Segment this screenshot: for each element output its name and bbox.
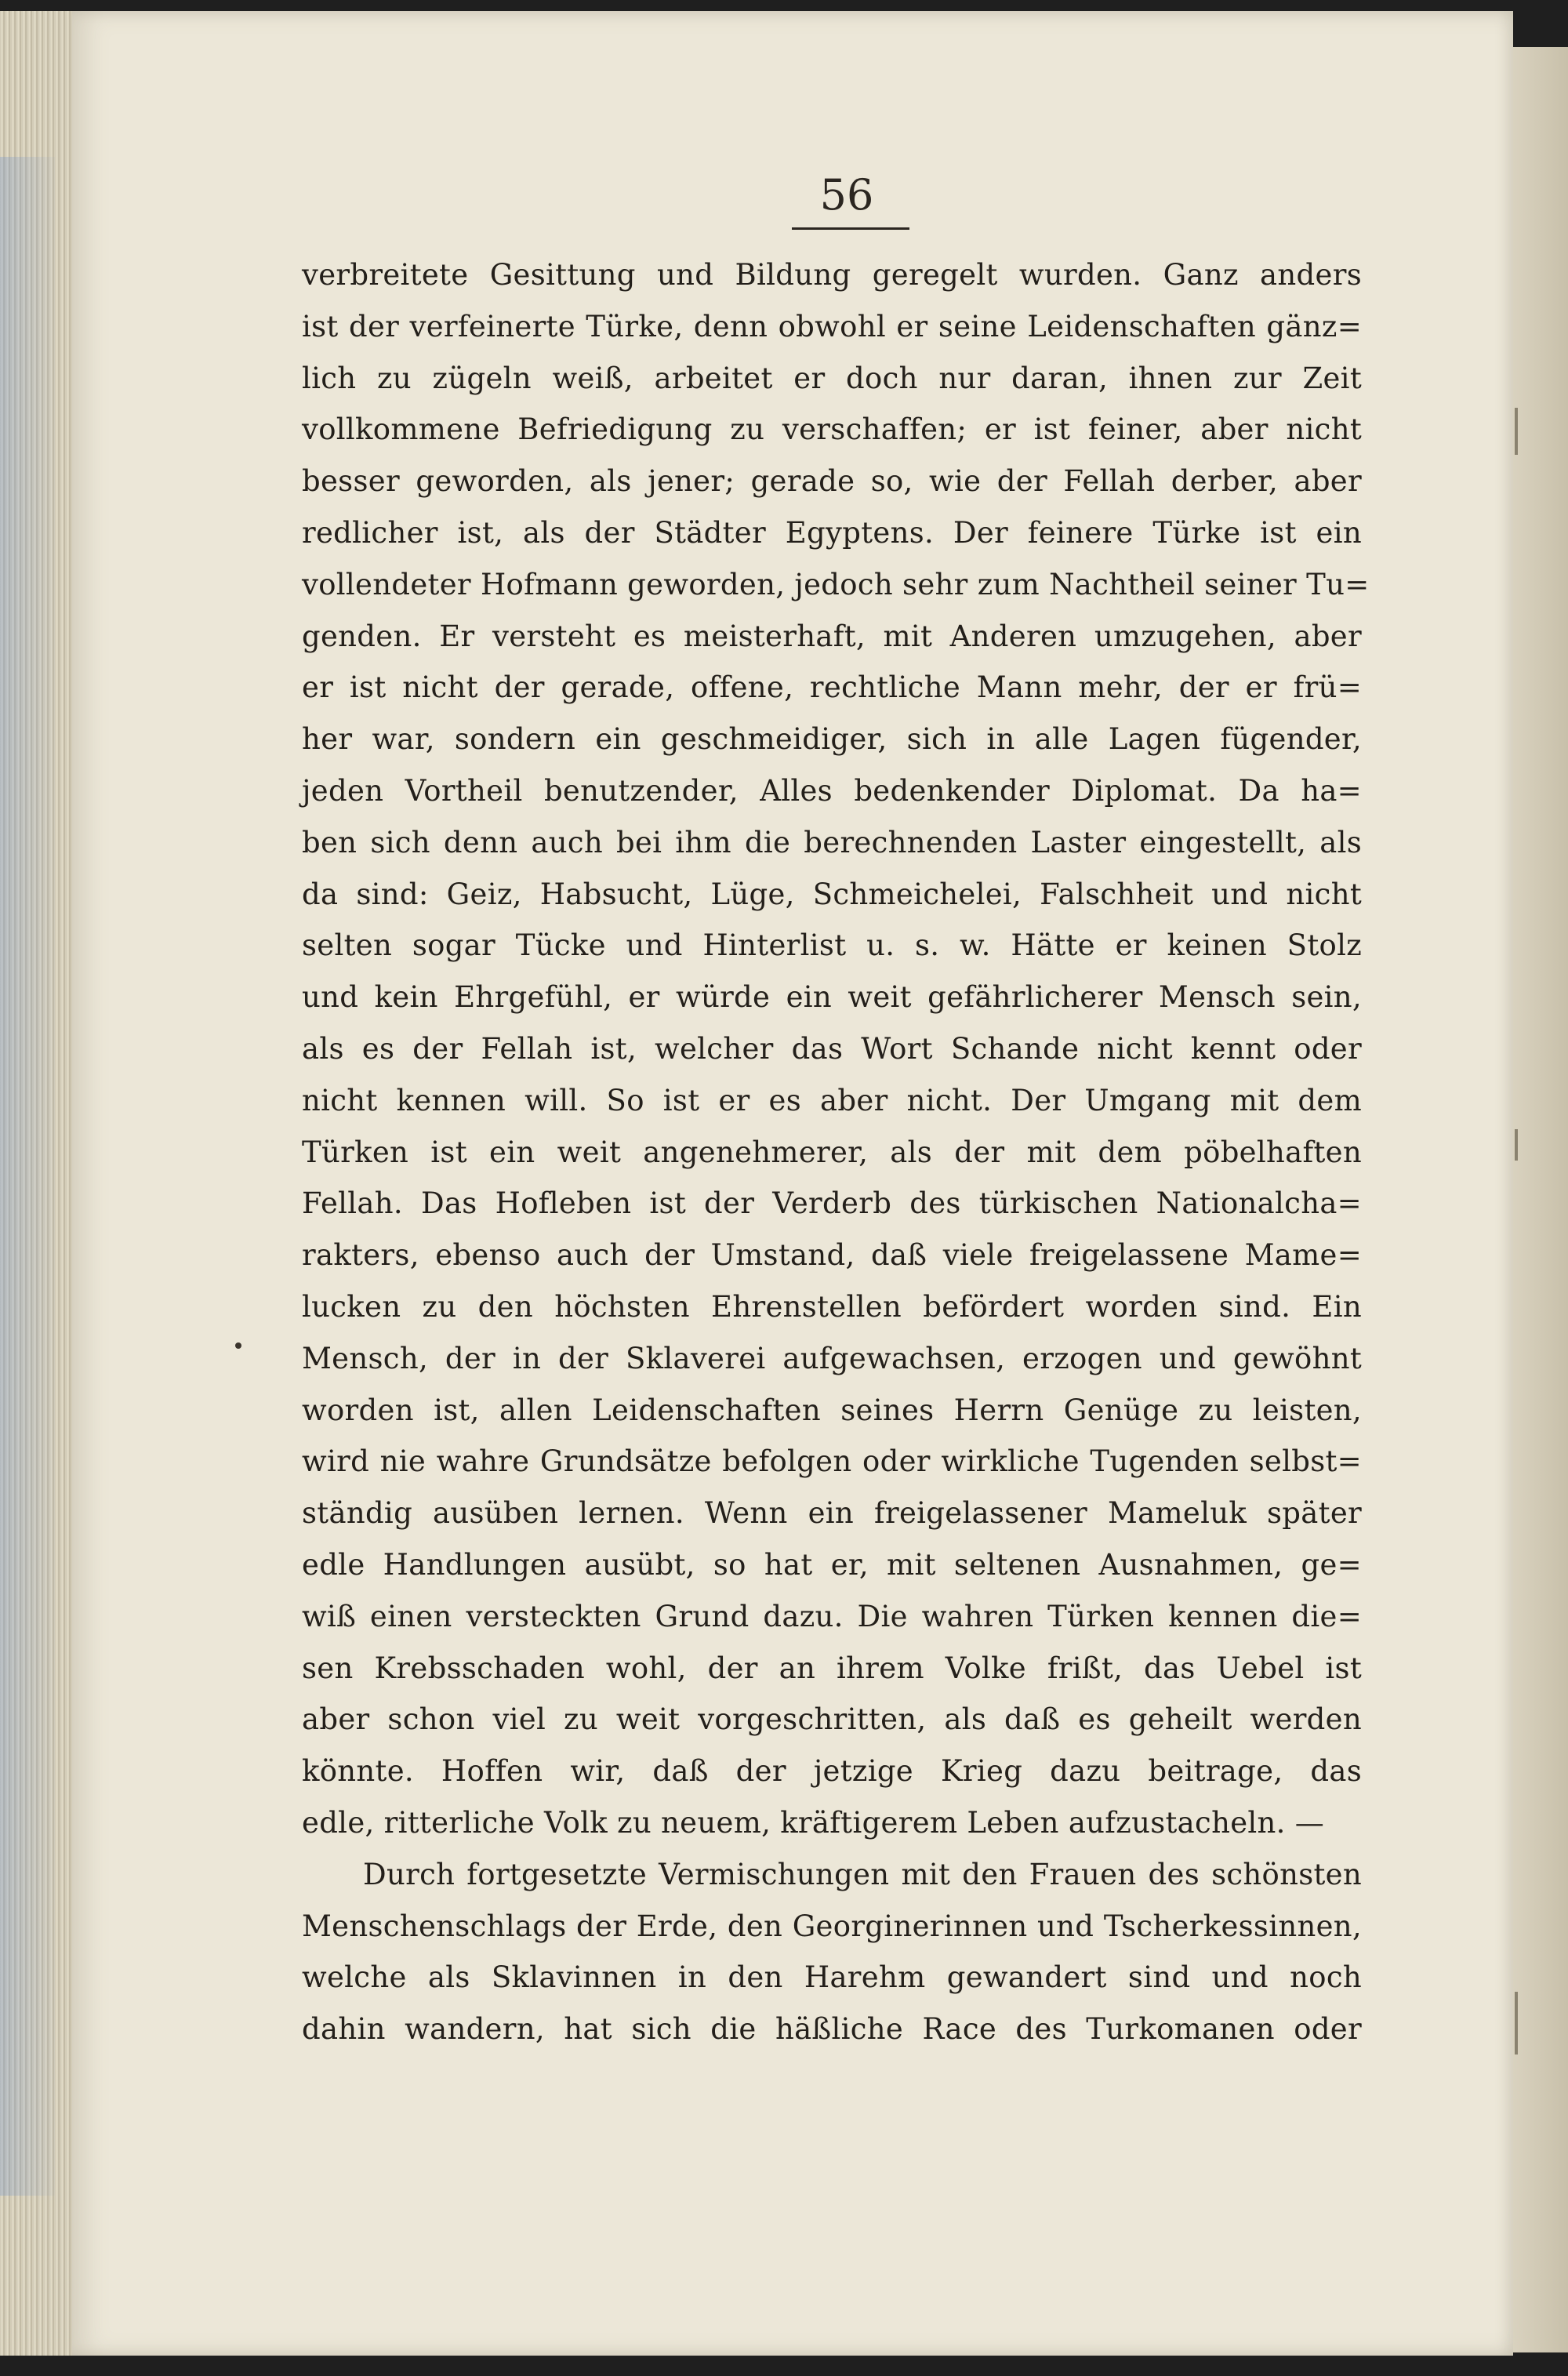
text-line: wird nie wahre Grundsätze befolgen oder wirkliche Tugenden selbst= bbox=[302, 1444, 1362, 1479]
text-line: redlicher ist, als der Städter Egyptens. Der feinere Türke ist ein bbox=[302, 515, 1362, 550]
text-line: welche als Sklavinnen in den Harehm gewandert sind und noch bbox=[302, 1960, 1362, 1995]
text-line: her war, sondern ein geschmeidiger, sich in alle Lagen fügender, bbox=[302, 722, 1362, 757]
text-line: und kein Ehrgefühl, er würde ein weit gefährlicherer Mensch sein, bbox=[302, 980, 1362, 1015]
text-line: Türken ist ein weit angenehmerer, als der mit dem pöbelhaften bbox=[302, 1135, 1362, 1169]
page-number-rule bbox=[792, 227, 909, 230]
text-line: aber schon viel zu weit vorgeschritten, als daß es geheilt werden bbox=[302, 1702, 1362, 1737]
text-line: sen Krebsschaden wohl, der an ihrem Volke frißt, das Uebel ist bbox=[302, 1651, 1362, 1685]
text-line: Durch fortgesetzte Vermischungen mit den Frauen des schönsten bbox=[363, 1857, 1362, 1891]
text-line: edle Handlungen ausübt, so hat er, mit seltenen Ausnahmen, ge= bbox=[302, 1547, 1362, 1582]
text-line: rakters, ebenso auch der Umstand, daß viele freigelassene Mame= bbox=[302, 1238, 1362, 1273]
text-line: könnte. Hoffen wir, daß der jetzige Krieg dazu beitrage, das bbox=[302, 1754, 1362, 1789]
text-line: lich zu zügeln weiß, arbeitet er doch nur daran, ihnen zur Zeit bbox=[302, 361, 1362, 395]
text-line: als es der Fellah ist, welcher das Wort Schande nicht kennt oder bbox=[302, 1031, 1362, 1066]
text-line: lucken zu den höchsten Ehrenstellen befördert worden sind. Ein bbox=[302, 1289, 1362, 1324]
margin-mark bbox=[1515, 1129, 1518, 1161]
text-line: worden ist, allen Leidenschaften seines Herrn Genüge zu leisten, bbox=[302, 1393, 1362, 1427]
text-line: jeden Vortheil benutzender, Alles bedenkender Diplomat. Da ha= bbox=[302, 773, 1362, 808]
text-line: ist der verfeinerte Türke, denn obwohl er seine Leidenschaften gänz= bbox=[302, 309, 1362, 343]
text-line: er ist nicht der gerade, offene, rechtliche Mann mehr, der er frü= bbox=[302, 670, 1362, 705]
text-line: edle, ritterliche Volk zu neuem, kräftigerem Leben aufzustacheln. — bbox=[302, 1805, 1325, 1840]
page-number: 56 bbox=[819, 170, 874, 220]
margin-dot bbox=[235, 1342, 241, 1349]
text-line: dahin wandern, hat sich die häßliche Race des Turkomanen oder bbox=[302, 2012, 1362, 2047]
text-line: selten sogar Tücke und Hinterlist u. s. w. Hätte er keinen Stolz bbox=[302, 928, 1362, 963]
text-line: wiß einen versteckten Grund dazu. Die wahren Türken kennen die= bbox=[302, 1599, 1362, 1633]
text-line: verbreitete Gesittung und Bildung geregelt wurden. Ganz anders bbox=[302, 258, 1362, 292]
text-line: da sind: Geiz, Habsucht, Lüge, Schmeichelei, Falschheit und nicht bbox=[302, 877, 1362, 911]
text-line: vollendeter Hofmann geworden, jedoch sehr zum Nachtheil seiner Tu= bbox=[302, 567, 1370, 601]
text-line: Mensch, der in der Sklaverei aufgewachsen, erzogen und gewöhnt bbox=[302, 1341, 1362, 1375]
text-line: besser geworden, als jener; gerade so, wie der Fellah derber, aber bbox=[302, 464, 1362, 499]
margin-mark bbox=[1515, 1992, 1518, 2054]
facing-page-strip bbox=[1513, 31, 1568, 2352]
text-line: Menschenschlags der Erde, den Georginerinnen und Tscherkessinnen, bbox=[302, 1909, 1362, 1943]
text-line: nicht kennen will. So ist er es aber nicht. Der Umgang mit dem bbox=[302, 1083, 1362, 1117]
page-edge-tint bbox=[0, 157, 55, 2196]
margin-mark bbox=[1515, 408, 1518, 455]
text-line: ständig ausüben lernen. Wenn ein freigelassener Mameluk später bbox=[302, 1496, 1362, 1531]
scan-corner bbox=[1513, 0, 1568, 47]
text-line: ben sich denn auch bei ihm die berechnenden Laster eingestellt, als bbox=[302, 825, 1362, 859]
text-line: Fellah. Das Hofleben ist der Verderb des türkischen Nationalcha= bbox=[302, 1186, 1362, 1221]
text-line: genden. Er versteht es meisterhaft, mit Anderen umzugehen, aber bbox=[302, 619, 1362, 653]
text-line: vollkommene Befriedigung zu verschaffen; er ist feiner, aber nicht bbox=[302, 412, 1362, 447]
body-text bbox=[302, 249, 1370, 2055]
